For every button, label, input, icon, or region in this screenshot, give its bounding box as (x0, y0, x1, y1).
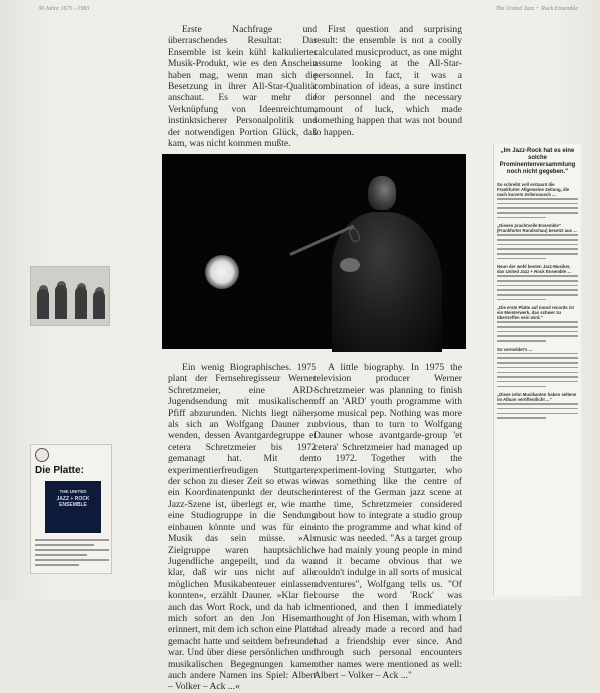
press-quote-block (497, 305, 578, 341)
stage-spotlight (205, 255, 239, 289)
musician-head (368, 176, 396, 210)
press-quote-lead: „Die erste Platte auf mood records ist ein Meisterwerk, das schwer zu übertreffen sein wird." (497, 305, 574, 321)
press-quote-lead: So vermeldet's ... (497, 346, 533, 352)
album-cover-line1: THE UNITED (59, 489, 87, 494)
running-head-left: 30 Jahre 1675 - 1983 (38, 6, 90, 12)
press-quote-block (497, 392, 578, 419)
german-intro-column (168, 24, 317, 149)
english-intro-column (314, 24, 462, 138)
german-biography-paragraph: Ein wenig Biographisches. 1975 plant der Fernsehregisseur Werner Schretzmeier, eine ARD-Jugendsendung mit musikalischem Pfiff abzurunden. Nichts liegt näher, als sich an Wolfgang Dauner zu wenden, dessen Avantgardegruppe et cetera Schretzmeier bis 1972 gemanagt hat. Mit dem experimentierfreudigen Stuttgarter, der schon zu dieser Zeit so etwas wie ein Koordinatenpunkt der deutschen Jazz-Szene ist, überlegt er, wie man eine Studiogruppe in die Sendung einbauen könnte und was für eine Musik das sein müsse. »Als Zielgruppe waren hauptsächlich Jugendliche angepeilt, und da war klar, daß wir uns nicht auf alle möglichen Musikabenteuer einlassen konnten«, erzählt Dauner. »Klar fiel auch das Wort Rock, und da hab ich mich sofort an den Jon Hiseman erinnert, mit dem ich schon eine Platte gemacht hatte und seitdem befreundet war. Und über diese persönlichen und musikalischen Begegnungen kamen auch andere Namen ins Spiel: Albert – Volker – Ack ...« (168, 362, 316, 693)
musician-hand (340, 258, 360, 272)
english-biography-paragraph: A little biography. In 1975 the television producer Werner Schretzmeier was planning to finish off an 'ARD' youth programme with some musical pep. Nothing was more obvious, than to turn to Wolfgang Dauner whose avantgarde-group 'et cetera' Schretzmeier had managed up to 1972. Together with the experiment-loving Stuttgarter, who was something like the centre of interest of the German jazz scene at the time, Schretzmeier considered about how to integrate a studio group into the programme and what kind of music was needed. "As a target group we had mainly young people in mind and it became obvious that we couldn't indulge in all sorts of musical adventures", Wolfgang tells us. "Of course the word 'Rock' was mentioned, and then I immediately thought of Jon Hiseman, with whom I had already made a record and had had a friendship ever since. And through such personal encounters other names were mentioned as well: Albert – Volker – Ack ..." (314, 362, 462, 681)
album-title: Die Platte: (35, 465, 84, 476)
label-logo-icon (35, 448, 49, 462)
german-biography-column (168, 362, 316, 693)
running-head-right: The United Jazz + Rock Ensemble (495, 6, 578, 12)
band-photo (30, 266, 110, 326)
concert-photo (162, 154, 466, 349)
press-quote-lead: Neun der wohl besten Jazz-Musiker, das United Jazz + Rock Ensemble ... (497, 264, 571, 275)
album-advert (30, 444, 112, 574)
press-quote-lead: „Diese zehn Musikanten haben seltene im Album veröffentlicht ..." (497, 392, 577, 403)
press-quotes-sidebar (493, 144, 581, 596)
press-quote-block (497, 223, 578, 259)
sidebar-heading: „Im Jazz-Rock hat es eine solche Prominentenversammlung noch nicht gegeben." (499, 148, 576, 175)
german-intro-paragraph: Erste Nachfrage und überraschendes Resultat: Das Ensemble ist kein kühl kalkuliertes Musik-Produkt, wie es den Anschein haben mag, wenn man sich die Besetzung in ihrer All-Star-Qualität anschaut. Es war mehr die Verknüpfung von Ideenreichtum, instinktsicherer Personalpolitik und der notwendigen Portion Glück, daß kam, was nicht kommen mußte. (168, 24, 317, 150)
press-quote-lead: So schreibt voll erstaunt die Frankfurter Allgemeine Zeitung, die nach kurzem Zeilenrausch ... (497, 182, 570, 197)
band-member (55, 285, 67, 319)
press-quote-block (497, 264, 578, 300)
press-quote-lead: „Diesen prachtvolle Ensemble" (Frankfurter Rundschau) besetzt aus ... (497, 223, 577, 234)
band-member (37, 289, 49, 319)
press-quote-block (497, 347, 578, 387)
english-biography-column (314, 362, 462, 681)
english-intro-paragraph: First question and surprising result: the ensemble is not a coolly calculated musicproduct, as one might assume looking at the All-Star-personnel. In fact, it was a combination of ideas, a sure instinct for personnel and the necessary amount of luck, which made something happen that was not bound to happen. (314, 24, 462, 138)
press-quote-block (497, 182, 578, 218)
band-member (93, 291, 105, 319)
album-cover (45, 481, 101, 533)
band-member (75, 287, 87, 319)
album-details-text (35, 539, 109, 569)
album-cover-line2: JAZZ + ROCK ENSEMBLE (56, 496, 90, 508)
